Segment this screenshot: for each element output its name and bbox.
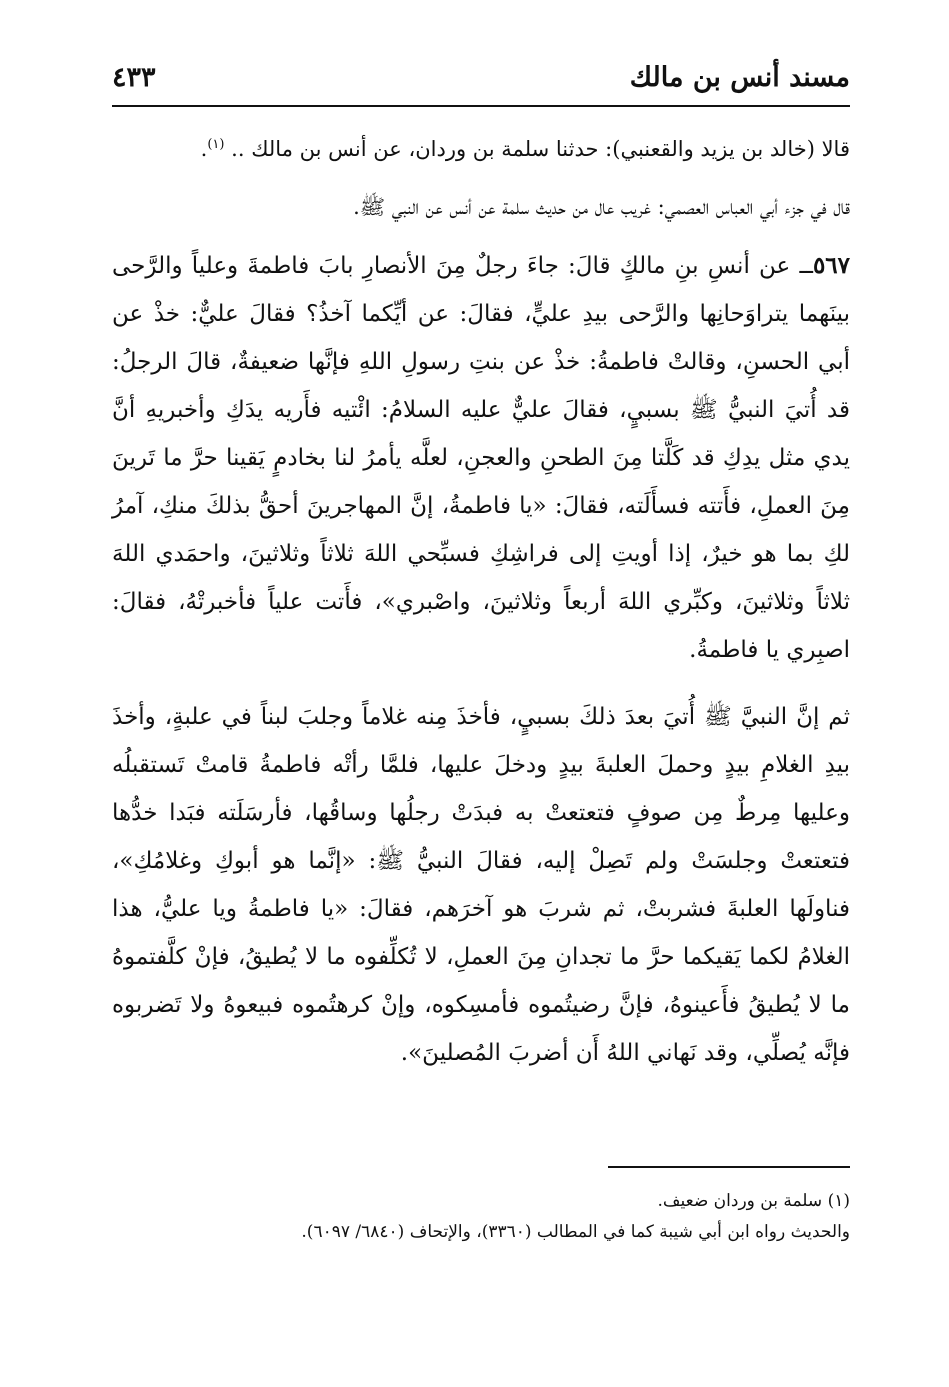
header-rule [112,105,850,107]
hadith-paragraph-2 [112,693,850,1077]
page-number: ٤٣٣ [112,62,156,93]
hadith-text-1: عن أنسِ بنِ مالكٍ قالَ: جاءَ رجلٌ مِنَ الأنصارِ بابَ فاطمةَ وعلياً والرَّحى بينَهما يتراوَحانِها والرَّحى بيدِ عليٍّ، فقالَ: عن أيِّكما آخذُ؟ فقالَ عليٌّ: خذْ عن أبي الحسنِ، وقالتْ فاطمةُ: خذْ عن بنتِ رسولِ اللهِ فإنَّها ضعيفةٌ، قالَ الرجلُ: قد أُتيَ النبيُّ ﷺ بسبيٍ، فقالَ عليٌّ عليه السلامُ: ائْتيه فأَريه يدَكِ وأخبريهِ أنَّ يدي مثل يدِكِ قد كَلَّتا مِنَ الطحنِ والعجنِ، لعلَّه يأمرُ لنا بخادمٍ يَقينا حرَّ ما تَرينَ مِنَ العملِ، فأَتته فسأَلَته، فقالَ: «يا فاطمةُ، إنَّ المهاجرينَ أحقُّ بذلكَ منكِ، آمرُ لكِ بما هو خيرٌ، إذا أويتِ إلى فراشِكِ فسبِّحي اللهَ ثلاثاً وثلاثينَ، واحمَدي اللهَ ثلاثاً وثلاثينَ، وكبِّري اللهَ أربعاً وثلاثينَ، واصْبري»، فأَتت علياً فأخبرتْهُ، فقالَ: اصبِري يا فاطمةُ. [112,253,850,663]
footnote-1: (١) سلمة بن وردان ضعيف. [657,1191,850,1211]
hadith-text-2: ثم إنَّ النبيَّ ﷺ أُتيَ بعدَ ذلكَ بسبيٍ، فأخذَ مِنه غلاماً وجلبَ لبناً في علبةٍ، وأخذَ بيدِ الغلامِ بيدٍ وحملَ العلبةَ بيدٍ ودخلَ عليها، فلمَّا رأتْه فاطمةُ قامتْ تَستقبلُه وعليها مِرطٌ مِن صوفٍ فتعتعتْ به فبدَتْ رجلُها وساقُها، فأرسَلَته فبَدا خدُّها فتعتعتْ وجلسَتْ ولم تَصِلْ إليه، فقالَ النبيُّ ﷺ: «إنَّما هو أبوكِ وغلامُكِ»، فناولَها العلبةَ فشربتْ، ثم شربَ هو آخرَهم، فقالَ: «يا فاطمةُ ويا عليُّ، هذا الغلامُ لكما يَقيكما حرَّ ما تجدانِ مِنَ العملِ، لا تُكلِّفوه ما لا يُطيقُ، فإنْ كلَّفتموهُ ما لا يُطيقُ فأَعينوهُ، فإنَّ رضيتُموه فأمسِكوه، وإنْ كرهتُموه فبيعوهُ ولا تَضربوه فإنَّه يُصلِّي، وقد نَهاني اللهُ أَن أضربَ المُصلينَ». [112,704,850,1066]
intro-note-paragraph [112,184,850,230]
footnotes [112,1186,850,1248]
intro-line-2: قال في جزء أبي العباس العصمي: غريب عال من حديث سلمة عن أنس عن النبي ﷺ. [353,195,850,219]
running-title: مسند أنس بن مالك [629,62,850,93]
hadith-separator: ــ [799,253,813,279]
page-header [112,62,850,102]
footnote-ref-1: (١) [207,137,225,152]
intro-line-1-end: . [200,137,208,161]
hadith-paragraph-1 [112,242,850,674]
intro-paragraph [112,122,850,172]
hadith-number: ٥٦٧ [812,252,851,279]
footnote-2: والحديث رواه ابن أبي شيبة كما في المطالب (٣٣٦٠)، والإتحاف (٦٨٤٠/ ٦٠٩٧). [301,1222,850,1242]
intro-line-1: قالا (خالد بن يزيد والقعنبي): حدثنا سلمة بن وردان، عن أنس بن مالك .. [231,137,850,161]
main-text [112,122,850,1096]
footnote-rule [608,1166,850,1168]
